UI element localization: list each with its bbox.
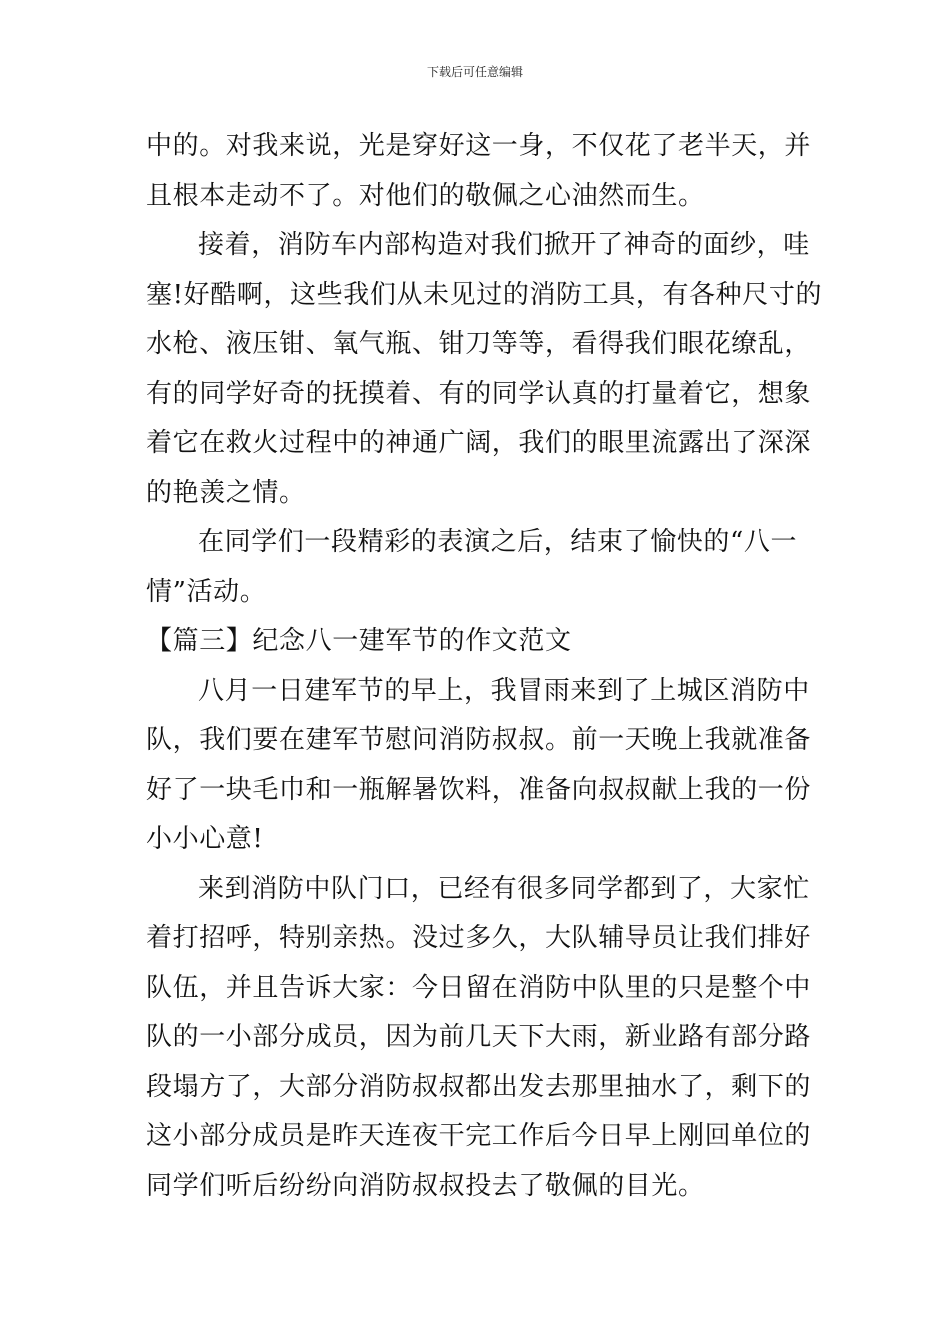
text-line: 着它在救火过程中的神通广阔，我们的眼里流露出了深深 bbox=[146, 428, 812, 458]
section-heading: 【篇三】纪念八一建军节的作文范文 bbox=[146, 626, 572, 656]
text-line: 同学们听后纷纷向消防叔叔投去了敬佩的目光。 bbox=[146, 1170, 705, 1201]
text-line: 情”活动。 bbox=[146, 576, 267, 607]
text-line: 在同学们一段精彩的表演之后，结束了愉快的“八一 bbox=[198, 527, 798, 557]
text-line: 八月一日建军节的早上，我冒雨来到了上城区消防中 bbox=[198, 675, 810, 706]
text-line: 队，我们要在建军节慰问消防叔叔。前一天晚上我就准备 bbox=[146, 725, 812, 755]
text-line: 的艳羡之情。 bbox=[146, 477, 306, 508]
text-line: 有的同学好奇的抚摸着、有的同学认真的打量着它，想象 bbox=[146, 378, 812, 409]
text-line: 来到消防中队门口，已经有很多同学都到了，大家忙 bbox=[198, 873, 810, 904]
text-line: 中的。对我来说，光是穿好这一身，不仅花了老半天，并 bbox=[146, 131, 812, 161]
text-line: 队的一小部分成员，因为前几天下大雨，新业路有部分路 bbox=[146, 1022, 812, 1052]
text-line: 好了一块毛巾和一瓶解暑饮料，准备向叔叔献上我的一份 bbox=[146, 774, 812, 805]
text-line: 这小部分成员是昨天连夜干完工作后今日早上刚回单位的 bbox=[146, 1121, 812, 1151]
text-line: 接着，消防车内部构造对我们掀开了神奇的面纱，哇 bbox=[198, 230, 810, 260]
text-line: 塞!好酷啊，这些我们从未见过的消防工具，有各种尺寸的 bbox=[146, 279, 823, 310]
text-line: 水枪、液压钳、氧气瓶、钳刀等等，看得我们眼花缭乱， bbox=[146, 329, 812, 359]
text-line: 小小心意! bbox=[146, 824, 264, 854]
header-note: 下载后可任意编辑 bbox=[426, 65, 523, 79]
text-line: 队伍，并且告诉大家：今日留在消防中队里的只是整个中 bbox=[146, 972, 812, 1003]
text-line: 且根本走动不了。对他们的敬佩之心油然而生。 bbox=[146, 180, 705, 211]
text-line: 段塌方了，大部分消防叔叔都出发去那里抽水了，剩下的 bbox=[146, 1071, 812, 1102]
text-line: 着打招呼，特别亲热。没过多久，大队辅导员让我们排好 bbox=[146, 923, 812, 953]
body-text bbox=[146, 122, 823, 1211]
